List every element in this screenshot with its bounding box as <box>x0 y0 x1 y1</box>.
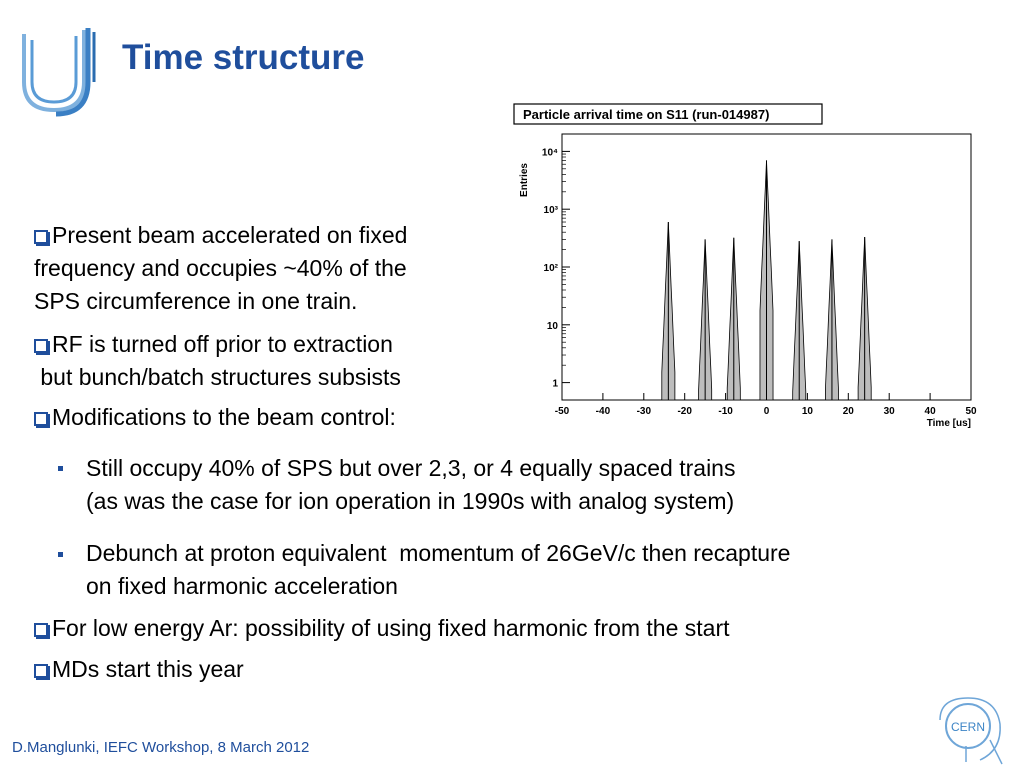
y-tick-label-0: 1 <box>552 378 558 390</box>
u-logo-icon <box>14 22 98 118</box>
bullet-3 <box>34 401 396 434</box>
sub-bullet-icon <box>58 466 63 471</box>
x-tick-label-4: -10 <box>718 406 733 417</box>
y-tick-label-2: 10² <box>543 263 558 274</box>
checkbox-bullet-icon <box>34 412 48 426</box>
checkbox-bullet-icon <box>34 623 48 637</box>
bullet-1-line-1: Present beam accelerated on fixed <box>52 222 408 248</box>
y-tick-label-1: 10 <box>546 320 558 332</box>
x-tick-label-10: 50 <box>965 406 977 417</box>
sub-bullet-2 <box>86 537 790 603</box>
chart-ylabel: Entries <box>519 163 530 197</box>
bullet-2 <box>34 328 401 394</box>
bullet-4-line-1: For low energy Ar: possibility of using fixed harmonic from the start <box>52 615 730 641</box>
x-tick-label-1: -40 <box>595 406 611 417</box>
bullet-5 <box>34 653 244 686</box>
footer-text: D.Manglunki, IEFC Workshop, 8 March 2012 <box>12 739 310 756</box>
sub-bullet-1-line-2: (as was the case for ion operation in 1990s with analog system) <box>86 488 735 514</box>
x-tick-label-7: 20 <box>842 406 854 417</box>
chart-title: Particle arrival time on S11 (run-014987) <box>523 107 770 122</box>
checkbox-bullet-icon <box>34 230 48 244</box>
x-tick-label-3: -20 <box>677 406 692 417</box>
arrival-time-chart <box>505 98 985 434</box>
cern-logo-text: CERN <box>950 720 986 734</box>
x-tick-label-0: -50 <box>554 406 570 417</box>
checkbox-bullet-icon <box>34 664 48 678</box>
plot-area <box>542 134 977 417</box>
y-tick-label-3: 10³ <box>543 205 558 217</box>
sub-bullet-2-line-1: Debunch at proton equivalent momentum of 26GeV/c then recapture <box>86 540 791 566</box>
page-title: Time structure <box>122 38 365 77</box>
sub-bullet-icon <box>58 552 63 557</box>
x-tick-label-9: 40 <box>924 406 936 417</box>
sub-bullet-1-line-1: Still occupy 40% of SPS but over 2,3, or 4 equally spaced trains <box>86 455 736 481</box>
bullet-2-line-1: RF is turned off prior to extraction <box>52 331 393 357</box>
bullet-3-line-1: Modifications to the beam control: <box>52 404 396 430</box>
bullet-1-line-2: frequency and occupies ~40% of the <box>34 255 407 281</box>
bullet-4 <box>34 612 730 645</box>
x-tick-label-8: 30 <box>883 406 895 417</box>
y-tick-label-4: 10⁴ <box>541 147 558 159</box>
checkbox-bullet-icon <box>34 339 48 353</box>
x-tick-label-6: 10 <box>801 406 813 417</box>
chart-xlabel: Time [us] <box>926 418 971 429</box>
bullet-5-line-1: MDs start this year <box>52 656 244 682</box>
cern-logo-icon <box>930 690 1010 765</box>
sub-bullet-2-line-2: on fixed harmonic acceleration <box>86 573 398 599</box>
bullet-1 <box>34 219 407 318</box>
x-tick-label-2: -30 <box>636 406 652 417</box>
sub-bullet-1 <box>86 452 735 518</box>
bullet-1-line-3: SPS circumference in one train. <box>34 288 358 314</box>
bullet-2-line-2: but bunch/batch structures subsists <box>34 364 401 390</box>
x-tick-label-5: 0 <box>763 406 770 417</box>
